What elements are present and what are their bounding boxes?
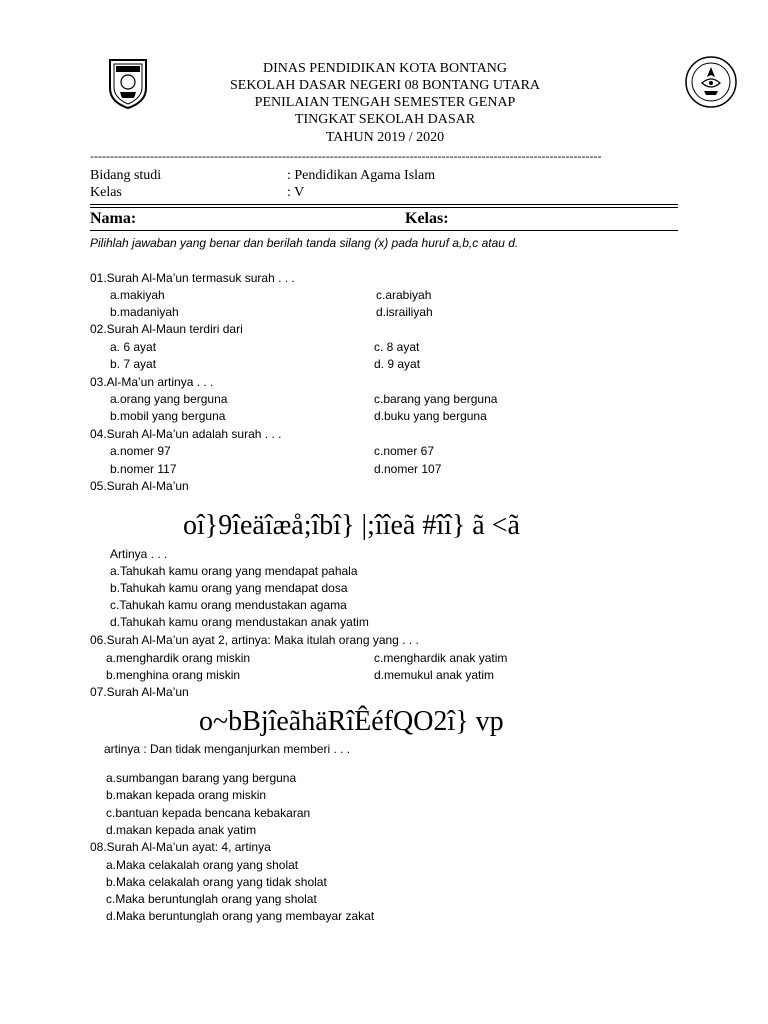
q3-option-a: a.orang yang berguna (110, 392, 228, 406)
q4-option-c: c.nomer 67 (374, 444, 435, 458)
rule-top (90, 204, 678, 205)
class2-label: Kelas: (405, 210, 449, 227)
q5-artinya: Artinya . . . (110, 547, 168, 561)
q2-option-b: b. 7 ayat (110, 357, 157, 371)
q6-option-d: d.memukul anak yatim (374, 668, 495, 682)
header-line-1: DINAS PENDIDIKAN KOTA BONTANG (263, 61, 507, 76)
q7-option-b: b.makan kepada orang miskin (106, 788, 267, 802)
q3-option-b: b.mobil yang berguna (110, 409, 226, 423)
q6-option-c: c.menghardik anak yatim (374, 651, 508, 665)
q4-option-b: b.nomer 117 (110, 462, 177, 476)
q7-option-d: d.makan kepada anak yatim (106, 823, 257, 837)
q1-option-c: c.arabiyah (376, 288, 432, 302)
q7-artinya: artinya : Dan tidak menganjurkan memberi . . . (104, 742, 351, 756)
question-3: 03.Al-Ma’un artinya . . . (90, 375, 214, 389)
class-label: Kelas (90, 185, 122, 200)
q8-option-c: c.Maka beruntunglah orang yang sholat (106, 892, 317, 906)
instruction: Pilihlah jawaban yang benar dan berilah tanda silang (x) pada huruf a,b,c atau d. (90, 236, 519, 250)
q8-option-a: a.Maka celakalah orang yang sholat (106, 858, 299, 872)
q7-option-c: c.bantuan kepada bencana kebakaran (106, 806, 311, 820)
subject-label: Bidang studi (90, 168, 162, 183)
q2-option-d: d. 9 ayat (374, 357, 421, 371)
q4-option-d: d.nomer 107 (374, 462, 442, 476)
question-5: 05.Surah Al-Ma’un (90, 479, 189, 493)
question-2: 02.Surah Al-Maun terdiri dari (90, 322, 243, 336)
q1-option-b: b.madaniyah (110, 305, 179, 319)
question-6: 06.Surah Al-Ma’un ayat 2, artinya: Maka itulah orang yang . . . (90, 633, 419, 647)
q8-option-d: d.Maka beruntunglah orang yang membayar zakat (106, 909, 375, 923)
q5-option-b: b.Tahukah kamu orang yang mendapat dosa (110, 581, 348, 595)
header-line-4: TINGKAT SEKOLAH DASAR (294, 112, 476, 127)
header-divider: -------------------------------------------------------------------------------------------------------------------------------- (90, 149, 602, 163)
name-label: Nama: (90, 210, 137, 227)
rule-top-thin (90, 207, 678, 208)
q4-option-a: a.nomer 97 (110, 444, 171, 458)
q3-option-c: c.barang yang berguna (374, 392, 498, 406)
q1-option-a: a.makiyah (110, 288, 165, 302)
question-1: 01.Surah Al-Ma’un termasuk surah . . . (90, 271, 295, 285)
question-7: 07.Surah Al-Ma’un (90, 685, 189, 699)
question-4: 04.Surah Al-Ma’un adalah surah . . . (90, 427, 282, 441)
q2-option-c: c. 8 ayat (374, 340, 420, 354)
header-line-5: TAHUN 2019 / 2020 (325, 130, 445, 145)
class-value: : V (287, 185, 305, 200)
q5-option-c: c.Tahukah kamu orang mendustakan agama (110, 598, 347, 612)
rule-bottom (90, 230, 678, 231)
q6-option-a: a.menghardik orang miskin (106, 651, 251, 665)
header-line-2: SEKOLAH DASAR NEGERI 08 BONTANG UTARA (229, 78, 541, 93)
tut-wuri-handayani-logo (684, 53, 738, 111)
q2-option-a: a. 6 ayat (110, 340, 157, 354)
q5-arabic-verse: oî}9îeäîæå;îbî} |;îîeã #îî} ã <ã (183, 510, 520, 541)
q5-option-d: d.Tahukah kamu orang mendustakan anak yatim (110, 615, 369, 629)
q1-option-d: d.israiliyah (376, 305, 433, 319)
q5-option-a: a.Tahukah kamu orang yang mendapat pahala (110, 564, 358, 578)
q6-option-b: b.menghina orang miskin (106, 668, 241, 682)
header-line-3: PENILAIAN TENGAH SEMESTER GENAP (254, 95, 516, 110)
question-8: 08.Surah Al-Ma’un ayat: 4, artinya (90, 840, 271, 854)
q7-option-a: a.sumbangan barang yang berguna (106, 771, 297, 785)
q8-option-b: b.Maka celakalah orang yang tidak sholat (106, 875, 327, 889)
q3-option-d: d.buku yang berguna (374, 409, 487, 423)
q7-arabic-verse: o~bBjîeãhäRîÊéfQO2î} vp (199, 706, 504, 737)
kota-bontang-logo (106, 54, 150, 110)
subject-value: : Pendidikan Agama Islam (287, 168, 436, 183)
